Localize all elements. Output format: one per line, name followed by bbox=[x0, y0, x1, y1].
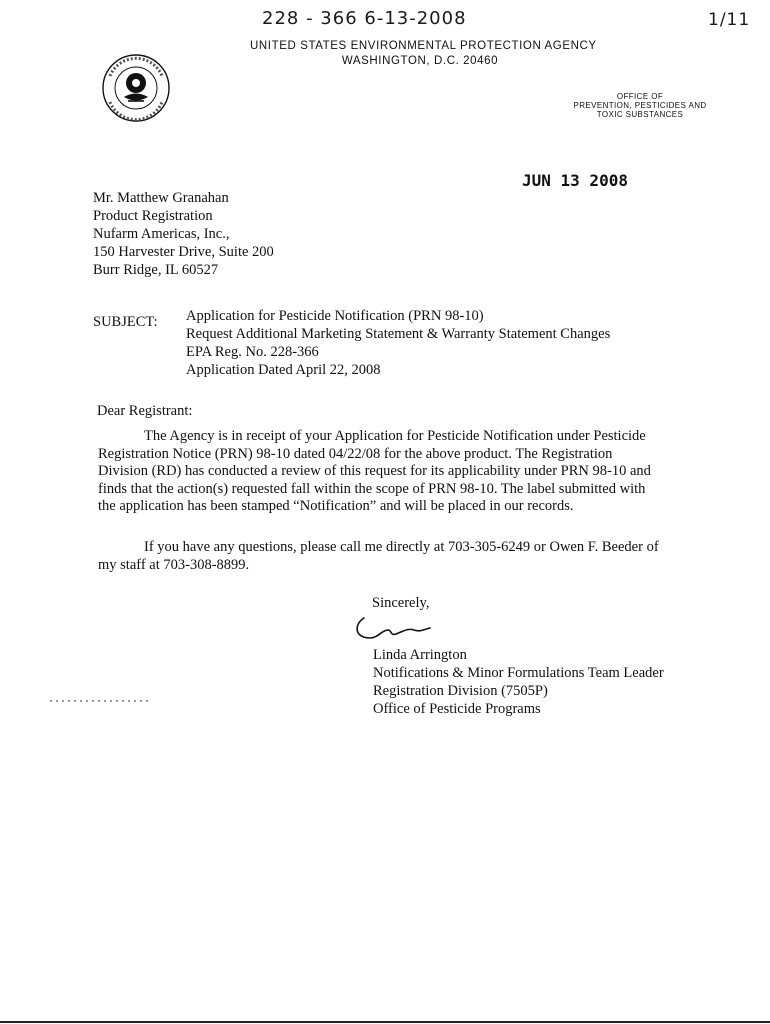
recipient-company: Nufarm Americas, Inc., bbox=[93, 226, 230, 242]
agency-name: UNITED STATES ENVIRONMENTAL PROTECTION AGENCY bbox=[250, 40, 597, 52]
body-line: Division (RD) has conducted a review of this request for its applicability under PRN 98-10 and bbox=[98, 463, 651, 479]
body-paragraph-2 bbox=[98, 539, 659, 574]
body-line: If you have any questions, please call me directly at 703-305-6249 or Owen F. Beeder of bbox=[144, 539, 659, 555]
body-paragraph-1 bbox=[98, 428, 651, 516]
epa-seal-icon bbox=[88, 50, 184, 126]
date-stamp: JUN 13 2008 bbox=[522, 171, 628, 190]
handwritten-page-note: 1/11 bbox=[708, 10, 751, 30]
handwritten-file-note: 228 - 366 6-13-2008 bbox=[262, 8, 467, 29]
body-line: the application has been stamped “Notification” and will be placed in our records. bbox=[98, 498, 574, 514]
recipient-street: 150 Harvester Drive, Suite 200 bbox=[93, 244, 274, 260]
signature-icon bbox=[352, 612, 442, 642]
recipient-title: Product Registration bbox=[93, 208, 213, 224]
scan-artifact-dots bbox=[50, 700, 150, 702]
signer-name: Linda Arrington bbox=[373, 647, 467, 663]
signer-title: Notifications & Minor Formulations Team Leader bbox=[373, 665, 664, 681]
signer-office: Office of Pesticide Programs bbox=[373, 701, 541, 717]
recipient-name: Mr. Matthew Granahan bbox=[93, 190, 229, 206]
office-line-1: OFFICE OF bbox=[616, 92, 664, 101]
body-line: my staff at 703-308-8899. bbox=[98, 556, 250, 573]
valediction: Sincerely, bbox=[372, 595, 430, 611]
signer-division: Registration Division (7505P) bbox=[373, 683, 548, 699]
body-line: finds that the action(s) requested fall within the scope of PRN 98-10. The label submitted with bbox=[98, 480, 646, 497]
salutation: Dear Registrant: bbox=[97, 403, 193, 419]
office-line-3: TOXIC SUBSTANCES bbox=[596, 110, 684, 119]
page-bottom-edge bbox=[0, 1021, 770, 1023]
body-line: The Agency is in receipt of your Application for Pesticide Notification under Pesticide bbox=[144, 428, 646, 444]
office-line-2: PREVENTION, PESTICIDES AND bbox=[573, 101, 707, 110]
subject-label: SUBJECT: bbox=[93, 314, 158, 330]
subject-line-4: Application Dated April 22, 2008 bbox=[186, 362, 381, 378]
recipient-city: Burr Ridge, IL 60527 bbox=[93, 262, 219, 278]
agency-location: WASHINGTON, D.C. 20460 bbox=[341, 55, 499, 67]
recipient-address bbox=[93, 189, 274, 279]
subject-line-2: Request Additional Marketing Statement & Warranty Statement Changes bbox=[186, 326, 611, 342]
subject-block bbox=[186, 307, 610, 379]
subject-line-1: Application for Pesticide Notification (PRN 98-10) bbox=[186, 308, 484, 324]
subject-line-3: EPA Reg. No. 228-366 bbox=[186, 344, 319, 360]
signature-block bbox=[373, 646, 664, 718]
body-line: Registration Notice (PRN) 98-10 dated 04/22/08 for the above product. The Registration bbox=[98, 445, 613, 462]
